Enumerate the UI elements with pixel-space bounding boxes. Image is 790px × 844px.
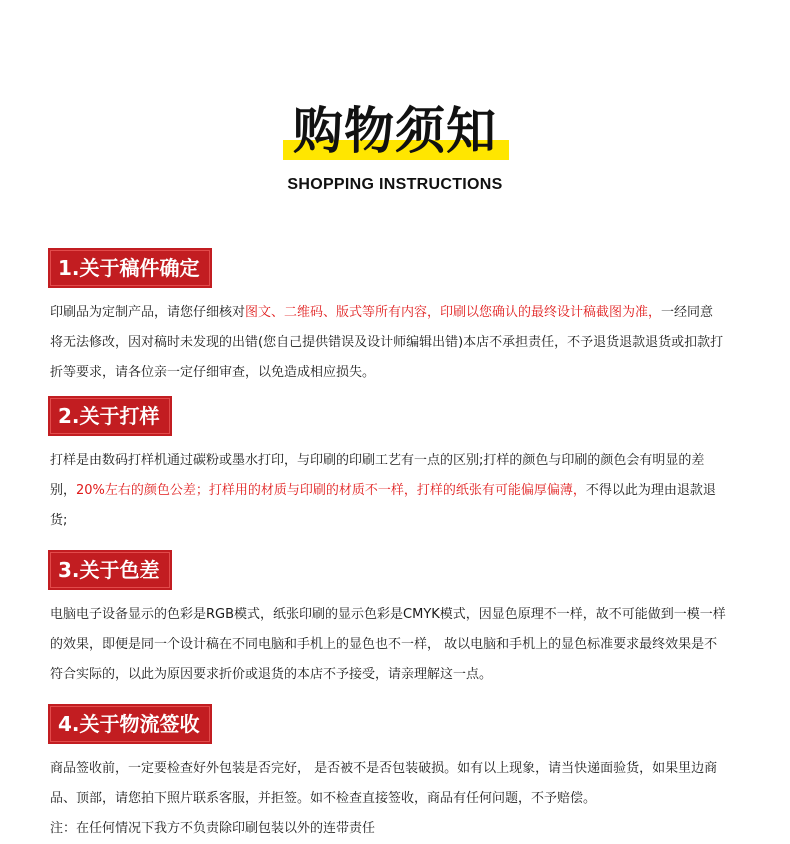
section-text (50, 298, 726, 388)
text-segment: 不得以此为理由退款退货; (50, 483, 716, 528)
section-heading: 2.关于打样 (48, 396, 172, 436)
highlight-text: 20%左右的颜色公差；打样用的材质与印刷的材质不一样，打样的纸张有可能偏厚偏薄， (76, 483, 586, 498)
section-heading: 1.关于稿件确定 (48, 248, 212, 288)
page-title-text: 购物须知 (293, 102, 497, 160)
title-wrap (0, 98, 790, 164)
section-proofing (48, 396, 748, 536)
text-segment: 打样是由数码打样机通过碳粉或墨水打印，与印刷的印刷工艺有一点的区别;打样的颜色与印刷的颜色会有明显的差别， (50, 453, 705, 498)
section-color-difference (48, 550, 748, 690)
highlight-text: 图文、二维码、版式等所有内容，印刷以您确认的最终设计稿截图为准， (245, 305, 662, 320)
page-subtitle: SHOPPING INSTRUCTIONS (287, 176, 503, 193)
section-logistics (48, 704, 748, 844)
page-title (287, 98, 503, 164)
section-text: 电脑电子设备显示的色彩是RGB模式，纸张印刷的显示色彩是CMYK模式，因显色原理不一样，故不可能做到一模一样的效果，即便是同一个设计稿在不同电脑和手机上的显色也不一样， 故以电脑和手机上的显色标准要求最终效果是不符合实际的，以此为原因要求折价或退货的本店不予接受，请亲理解这一点。 (50, 607, 726, 682)
section-text: 商品签收前，一定要检查好外包装是否完好， 是否被不是否包装破损。如有以上现象，请当快递面验货，如果里边商品、顶部，请您拍下照片联系客服，并拒签。如不检查直接签收，商品有任何问题，不予赔偿。 (50, 761, 718, 806)
section-manuscript (48, 248, 748, 388)
section-heading: 3.关于色差 (48, 550, 172, 590)
text-segment: 一经同意将无法修改，因对稿时未发现的出错(您自己提供错误及设计师编辑出错)本店不承担责任，不予退货退款退货或扣款打折等要求，请各位亲一定仔细审查，以免造成相应损失。 (50, 305, 724, 380)
text-segment: 印刷品为定制产品，请您仔细核对 (50, 305, 246, 320)
disclaimer-note: 注：在任何情况下我方不负责除印刷包装以外的连带责任 (50, 821, 376, 836)
section-text (50, 446, 726, 536)
section-heading: 4.关于物流签收 (48, 704, 212, 744)
